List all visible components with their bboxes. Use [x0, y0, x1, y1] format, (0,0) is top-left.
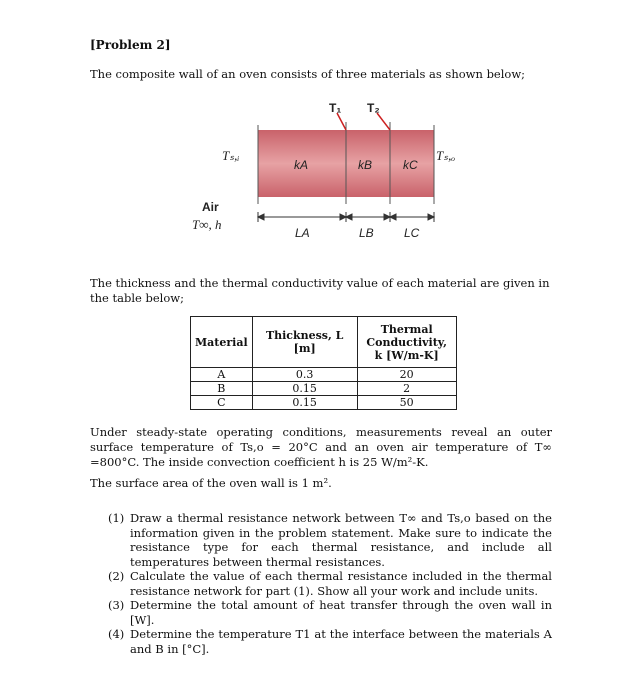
cell-material: A	[191, 368, 253, 382]
header-thickness: Thickness, L [m]	[252, 317, 357, 368]
conditions-text: Under steady-state operating conditions, measurements reveal an outer surface temperature of Ts,o = 20°C and an oven air temperature of T∞ =800°C. The inside convection coefficient h is 25 W/m²-K.	[90, 425, 552, 469]
cell-thickness: 0.15	[252, 382, 357, 396]
table-row	[191, 382, 457, 396]
tso-label: Tₛ,ₒ	[436, 148, 456, 163]
lc-label: LC	[404, 226, 420, 240]
task-number: (3)	[108, 598, 125, 612]
kc-label: kC	[403, 158, 418, 172]
task-number: (2)	[108, 569, 125, 583]
air-label: Air	[202, 200, 219, 214]
la-label: LA	[295, 226, 310, 240]
cell-conductivity: 20	[357, 368, 456, 382]
task-number: (4)	[108, 627, 125, 641]
task-text: Determine the temperature T1 at the interface between the materials A and B in [°C].	[130, 627, 552, 656]
lb-label: LB	[359, 226, 374, 240]
task-text: Draw a thermal resistance network between T∞ and Ts,o based on the information given in the problem statement. Make sure to indicate the resistance type for each thermal resistance, and include all temperatures between thermal resistances.	[130, 511, 552, 569]
t1-pointer	[337, 113, 346, 130]
task-number: (1)	[108, 511, 125, 525]
material-properties-table	[190, 316, 457, 410]
dimension-arrows	[258, 212, 434, 222]
table-row	[191, 368, 457, 382]
header-material: Material	[191, 317, 253, 368]
t2-pointer	[377, 113, 390, 130]
list-item	[108, 627, 552, 656]
list-item	[108, 569, 552, 598]
t1-label: T₁	[329, 101, 342, 115]
task-text: Calculate the value of each thermal resistance included in the thermal resistance network for part (1). Show all your work and include units.	[130, 569, 552, 598]
table-intro-text: The thickness and the thermal conductivity value of each material are given in the table below;	[90, 276, 550, 305]
ka-label: kA	[294, 158, 309, 172]
t2-label: T₂	[367, 101, 380, 115]
cell-thickness: 0.15	[252, 396, 357, 410]
intro-text: The composite wall of an oven consists of three materials as shown below;	[90, 67, 526, 81]
list-item	[108, 598, 552, 627]
task-list	[108, 511, 552, 656]
cell-material: B	[191, 382, 253, 396]
area-text: The surface area of the oven wall is 1 m².	[90, 476, 332, 490]
problem-title: [Problem 2]	[90, 38, 171, 52]
tinf-h-label: T∞, h	[192, 217, 222, 232]
cell-conductivity: 2	[357, 382, 456, 396]
table-header-row	[191, 317, 457, 368]
header-conductivity: Thermal Conductivity, k [W/m-K]	[357, 317, 456, 368]
kb-label: kB	[358, 158, 373, 172]
cell-material: C	[191, 396, 253, 410]
task-text: Determine the total amount of heat transfer through the oven wall in [W].	[130, 598, 552, 627]
composite-wall-figure	[170, 100, 460, 250]
cell-conductivity: 50	[357, 396, 456, 410]
table-row	[191, 396, 457, 410]
cell-thickness: 0.3	[252, 368, 357, 382]
tsi-label: Tₛ,ᵢ	[222, 148, 240, 163]
list-item	[108, 511, 552, 569]
